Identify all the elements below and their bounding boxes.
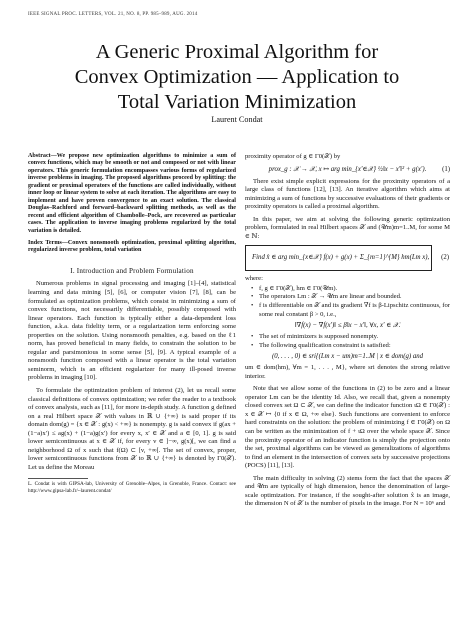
paragraph: proximity operator of g ∈ Γ0(𝒳) by [245, 153, 341, 160]
author-name: Laurent Condat [211, 115, 263, 124]
paragraph: The main difficulty in solving (2) stems form the fact that the spaces 𝒳 and 𝒰m are typically of high dimension, hence the denomination of large-scale optimization. For instance, if the sought-after solution x̂ is an image, the dimension N of 𝒳 is the number of pixels in the image. For N = 10⁶ and [245, 474, 450, 508]
lipschitz-equation: ‖∇f(x) − ∇f(x′)‖ ≤ β‖x − x′‖, ∀x, x′ ∈ 𝒳. [294, 322, 401, 330]
assumption-list [245, 285, 450, 319]
title-line: Total Variation Minimization [117, 91, 357, 113]
paragraph: um ∈ dom(hm), ∀m = 1, . . . , M}, where sri denotes the strong relative interior. [245, 364, 450, 380]
footnote: L. Condat is with GIPSA-lab, University of Grenoble–Alpes, in Grenoble, France. Contact: see http://www.gipsa-lab.fr/~laurent.condat/ [28, 481, 236, 494]
problem-box [245, 245, 449, 271]
list-item: • f is differentiable on 𝒳 and its gradient ∇f is β-Lipschitz continuous, for some real constant β > 0, i.e., [253, 302, 450, 319]
title-line: A Generic Proximal Algorithm for [95, 41, 379, 63]
paper-title [0, 40, 474, 115]
equation-number: (2) [441, 254, 449, 262]
paragraph: where: [245, 275, 263, 283]
list-item: • The set of minimizers is supposed nonempty. [253, 333, 450, 342]
paragraph: In this paper, we aim at solving the following generic optimization problem, formulated in real Hilbert spaces 𝒳 and (𝒰m)m=1..M, for some M ∈ ℕ: [245, 215, 450, 240]
paragraph: There exist simple explicit expressions for the proximity operators of a large class of functions [12], [13]. An iterative algorithm which aims at minimizing a sum of functions by successive evaluations of their gradients or proximity operators is called a proximal algorithm. [245, 177, 450, 211]
paragraph: To formulate the optimization problem of interest (2), let us recall some classical definitions of convex optimization; we refer the reader to a textbook of convex analysis, such as [11], for more in-depth study. A function g defined on a real Hilbert space 𝒳 with values in ℝ ∪ {+∞} is said proper if its domain dom(g) = {x ∈ 𝒳 : g(x) < +∞} is nonempty. g is said convex if g(ax + (1−a)x′) ≤ ag(x) + (1−a)g(x′) for every x, x′ ∈ 𝒳 and a ∈ [0, 1]. g is said lower semicontinuous at x ∈ 𝒳 if, for every v ∈ ]−∞, g(x)[, we can find a neighborhood Ω of x such that f(Ω) ⊂ [v, +∞[. The set of convex, proper, lower semicontinuous functions from 𝒳 to ℝ ∪ {+∞} is denoted by Γ0(𝒳). Let us define the Moreau [28, 387, 236, 471]
right-column [245, 153, 450, 509]
list-item: • The following qualification constraint is satisfied: [253, 342, 450, 351]
equation-number: (1) [442, 165, 450, 173]
index-terms: Index Terms—Convex nonsmooth optimization, proximal splitting algorithm, regularized inverse problem, total variation [28, 239, 236, 254]
running-header: IEEE SIGNAL PROC. LETTERS, VOL. 21, NO. 8, PP. 985–989, AUG. 2014 [28, 12, 198, 17]
abstract: Abstract—We propose new optimization algorithms to minimize a sum of convex functions, which may be smooth or not and composed or not with linear operators. This generic formulation encompasses various forms of regularized inverse problems in imaging. The proposed algorithms proceed by splitting: the gradient or proximal operators of the functions are called individually, without inner loop or linear system to solve at each iteration. The algorithms are easy to implement and have proven convergence to an exact solution. The classical Douglas–Rachford and forward–backward splitting methods, as well as the recent and efficient algorithm of Chambolle–Pock, are recovered as particular cases. The application to inverse imaging problems regularized by the total variation is detailed. [28, 153, 236, 234]
title-line: Convex Optimization — Application to [74, 66, 400, 88]
left-column [28, 153, 236, 494]
assumption-list [245, 333, 450, 350]
qualification-equation: (0, . . . , 0) ∈ sri{(Lm x − um)m=1..M | x ∈ dom(g) and [271, 353, 424, 361]
paragraph: Note that we allow some of the functions in (2) to be zero and a linear operator Lm can be the identity Id. Also, we recall that, given a nonempty closed convex set Ω ⊂ 𝒳, we can define the indicator function ιΩ ∈ Γ0(𝒳) : x ∈ 𝒳 ↦ {0 if x ∈ Ω, +∞ else}. Such functions are convenient to enforce hard constraints on the solution: the problem of minimizing f ∈ Γ0(𝒳) on Ω can be written as the minimization of f + ιΩ over the whole space 𝒳. Since the proximity operator of an indicator function is simply the projection onto the set, proximal algorithms can be viewed as generalizations of algorithms to find an element in the intersection of convex sets by successive projections (POCS) [11], [13]. [245, 385, 450, 470]
equation-body: prox_g : 𝒳 → 𝒳, x ↦ arg min_{x′∈𝒳} ½‖x − x′‖² + g(x′). [268, 165, 427, 173]
equation-1 [245, 164, 450, 176]
equation-body: Find x̂ ∈ arg min_{x∈𝒳} f(x) + g(x) + Σ_{m=1}^{M} hm(Lm x), [252, 254, 430, 262]
footnote-rule [28, 478, 88, 479]
paragraph: Numerous problems in signal processing and imaging [1]–[4], statistical learning and data mining [5], [6], or computer vision [7], [8], can be formulated as optimization problems, which consist in minimizing a sum of convex functions, not necessarily differentiable, possibly composed with linear operators. Each function is typically either a data-dependent loss function, a.k.a. data fidelity term, or a regularization term enforcing some properties on the solution. Using nonsmooth penalties, e.g. based on the ℓ1 norm, has proved beneficial in many fields, to constrain the solution to be regular and parsimonious in some sense [5], [9]. A typical example of a nonsmooth function composed with a linear operator is the total variation seminorm, which is an efficient regularizer for many ill-posed inverse problems in imaging [10]. [28, 280, 236, 382]
section-heading: I. Introduction and Problem Formulation [70, 266, 194, 275]
list-item: • f, g ∈ Γ0(𝒳), hm ∈ Γ0(𝒰m). [253, 285, 450, 294]
list-item: • The operators Lm : 𝒳 → 𝒰m are linear and bounded. [253, 293, 450, 302]
